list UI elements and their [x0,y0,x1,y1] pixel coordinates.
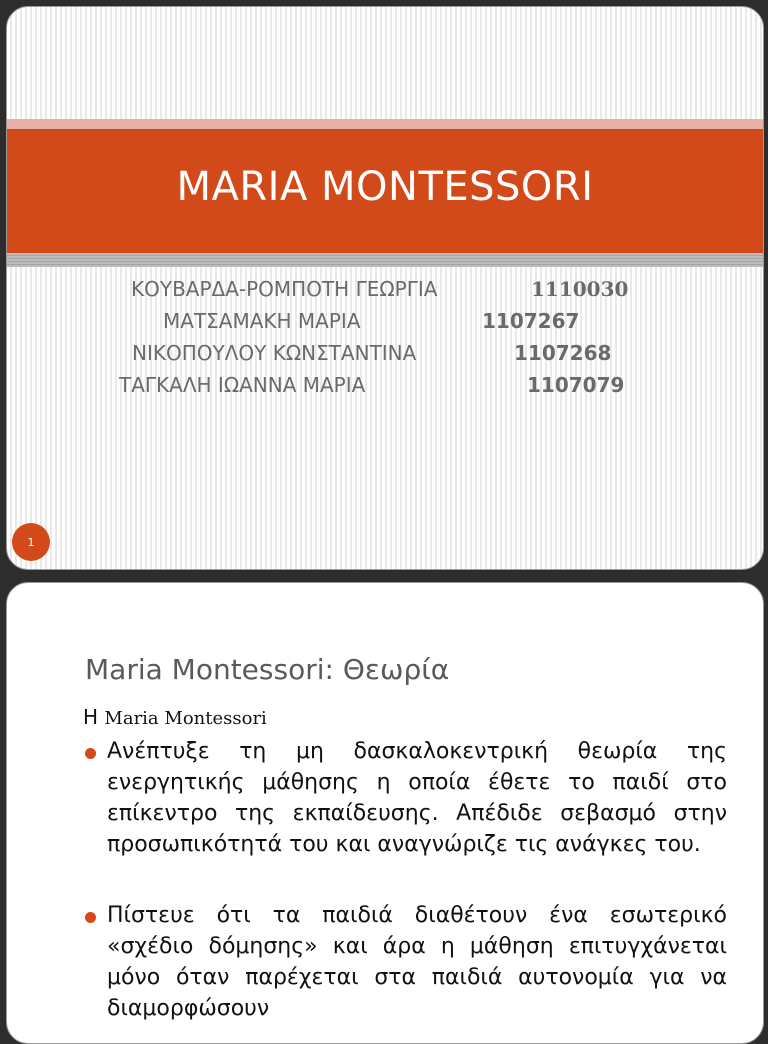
slide-title: MARIA MONTESSORI [176,164,594,210]
slide-heading: Maria Montessori: Θεωρία [85,653,450,686]
intro-line [83,705,267,729]
bullet-item [85,900,727,1024]
bullet-text: Ανέπτυξε τη μη δασκαλοκεντρική θεωρία της ενεργητικής μάθησης η οποία έθετε το παιδί στο επίκεντρο της εκπαίδευσης. Απέδιδε σεβασμό στην προσωπικότητά του και αναγνώριζε τις ανάγκες του. [107,739,727,857]
title-slide [6,6,764,570]
theory-slide [6,582,764,1044]
author-name: ΤΑΓΚΑΛΗ ΙΩΑΝΝΑ ΜΑΡΙΑ [119,373,366,397]
bullet-item [85,736,727,860]
intro-prefix: Η [83,705,99,729]
page-number-badge: 1 [12,523,50,561]
author-name: ΜΑΤΣΑΜΑΚΗ ΜΑΡΙΑ [163,309,361,333]
author-row [163,309,643,335]
author-row [119,373,659,399]
author-id: 1107079 [527,373,625,397]
author-id: 1107268 [514,341,612,365]
striped-divider [7,253,763,267]
bullet-text: Πίστευε ότι τα παιδιά διαθέτουν ένα εσωτερικό «σχέδιο δόμησης» και άρα η μάθηση επιτυγχάνεται μόνο όταν παρέχεται στα παιδιά αυτονομία για να διαμορφώσουν [107,903,727,1021]
bullet-dot-icon [85,748,96,759]
author-row [132,341,652,367]
accent-stripe [7,119,763,129]
intro-name: Maria Montessori [104,708,267,729]
bullet-dot-icon [85,912,96,923]
author-id: 1107267 [482,309,580,333]
title-band [7,129,763,253]
author-row [131,277,651,303]
author-name: ΚΟΥΒΑΡΔΑ-ΡΟΜΠΟΤΗ ΓΕΩΡΓΙΑ [131,277,438,301]
author-name: ΝΙΚΟΠΟΥΛΟΥ ΚΩΝΣΤΑΝΤΙΝΑ [132,341,417,365]
author-id: 1110030 [531,277,629,301]
